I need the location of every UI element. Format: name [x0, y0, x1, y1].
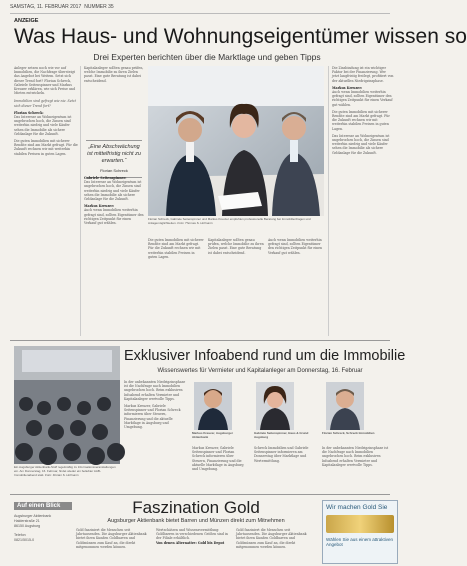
article2-intro-column [124, 380, 186, 490]
portrait-schreck-image [326, 382, 364, 430]
page-date: SAMSTAG, 11. FEBRUAR 2017 [10, 4, 82, 10]
article3-subheadline: Augsburger Aktienbank bietet Barren und Münzen direkt zum Mitnehmen [107, 518, 285, 524]
page-number: NUMMER 35 [84, 4, 114, 10]
info-box-line-5: 0821/5015-0 [14, 538, 35, 542]
info-box-line-1: Augsburger Aktienbank [14, 514, 52, 518]
article1-col6-text: Die Zinsbindung ist ein wichtiger Faktor bei der Finanzierung. Wer jetzt langfristig festlegt, profitiert von der aktuellen Niedrigzinsphase. [332, 66, 394, 83]
infoabend-photo-image [14, 346, 120, 464]
experts-photo-image [148, 66, 324, 216]
speaker-name-3: Markus Kreuzer: [84, 204, 115, 209]
portrait-seitenspinner-image [256, 382, 294, 430]
portrait-caption-1: Markus Kreuzer, Augsburger Aktienbank [192, 431, 233, 439]
portrait-caption-3: Florian Schreck, Schreck Immobilien [322, 431, 375, 435]
article2-intro: In der unbekannten Niedrigzinsphase ist die Nachfrage nach Immobilien ungebrochen hoch. Beim exklusiven Infoabend erhalten Vermieter und Kapitalanleger wertvolle Tipps. [124, 380, 186, 401]
article1-column-6 [332, 66, 394, 336]
infoabend-photo-caption [14, 466, 120, 477]
article1-col6-more-2: Das Interesse an Wohneigentum ist ungebrochen hoch, die Zinsen sind weiterhin niedrig und viele Käufer sehen die Immobilie als sichere Geldanlage für die Zukunft. [332, 133, 390, 155]
pull-quote-text: „Eine Abschwächung ist mittelfristig nicht zu erwarten.“ [87, 144, 141, 164]
portrait-kreuzer [194, 382, 232, 430]
speaker-name-4: Markus Kreuzer: [332, 85, 363, 90]
article3-body-3: Gold fasziniert die Menschen seit Jahrtausenden. Die Augsburger Aktienbank bietet ihren Kunden Goldbarren und Goldmünzen zum Kauf an, die direkt mitgenommen werden können. [236, 528, 307, 549]
experts-photo [148, 66, 324, 216]
section-rule-1 [10, 340, 390, 341]
article1-subheadline: Drei Experten berichten über die Marktlage und geben Tipps [93, 52, 321, 62]
speaker-name: Florian Schreck: [14, 110, 44, 115]
info-box [14, 514, 72, 543]
infoabend-photo-credit: Foto: Florian S. Hofmann [45, 472, 79, 477]
info-box-line-3: 86150 Augsburg [14, 524, 41, 528]
article1-column-2-bottom [84, 176, 144, 336]
article1-headline: Was Haus- und Wohnungseigentümer wissen so [14, 25, 467, 48]
article1-answer-1: Das Interesse an Wohneigentum ist ungebrochen hoch, die Zinsen sind weiterhin niedrig und viele Käufer sehen die Immobilie als sichere Geldanlage für die Zukunft. [14, 115, 72, 136]
article1-column-2-top [84, 66, 144, 136]
article3-column-3 [236, 528, 314, 564]
anzeige-tag: ANZEIGE [14, 18, 39, 24]
article1-column-5 [268, 238, 326, 338]
header-rule [10, 13, 390, 14]
article3-headline: Faszination Gold [132, 498, 260, 517]
portrait-caption-2: Gabriele Seitenspinner, Haus & Grund Augsburg [254, 431, 309, 439]
article1-intro: Anleger setzen noch wie vor auf Immobilien, die Nachfrage übersteigt das Angebot bei Weitem. Setzt sich dieser Trend fort? Florian Schreck, Gabriele Seitenspinner und Markus Kreuzer erklären, wie sich Preise und Mieten entwickeln. [14, 66, 76, 96]
pull-quote [86, 140, 142, 178]
article1-text-extra: Die guten Immobilien mit sicherer Rendite sind am Markt gefragt. Für die Zukunft rechnen wir mit weiterhin stabilen Preisen in guten Lagen. [14, 139, 78, 156]
article1-col2-text: Kapitalanleger sollten genau prüfen, welche Immobilie zu ihren Zielen passt. Eine gute Beratung ist dabei entscheidend. [84, 66, 144, 83]
article3-column-1 [76, 528, 152, 564]
portrait-kreuzer-image [194, 382, 232, 430]
gold-bar-graphic [326, 515, 394, 533]
article2-headline: Exklusiver Infoabend rund um die Immobilie [124, 348, 406, 364]
article2-body-2: Markus Kreuzer, Gabriele Seitenspinner und Florian Schreck informieren über Steuern, Finanzierung und die aktuelle Marktlage in Augsburg und Umgebung. [192, 446, 244, 472]
article1-col5-text: Auch wenn Immobilien weiterhin gefragt sind, sollten Eigentümer den richtigen Zeitpunkt für einen Verkauf gut wählen. [268, 238, 323, 255]
gold-ad-line: Wählen Sie aus einem attraktiven Angebot [326, 537, 394, 547]
article2-body-3: Schreck Immobilien und Gabriele Seitenspinner informieren am Donnerstag über Marktlage und Wertermittlung. [254, 446, 309, 463]
article1-col6-answer: Auch wenn Immobilien weiterhin gefragt sind, sollten Eigentümer den richtigen Zeitpunkt für einen Verkauf gut wählen. [332, 90, 393, 107]
infoabend-caption-text: Ein Augsburger Aktienbank-Stoff regelmäßig zu Informationsveranstaltungen ein. Am Donnerstag, 16. Februar, findet wieder ein beliebter AAB-Immobilienabend statt. [14, 465, 116, 477]
article1-col6-more: Die guten Immobilien mit sicherer Rendite sind am Markt gefragt. Für die Zukunft rechnen wir mit weiterhin stabilen Preisen in guten Lagen. [332, 109, 390, 131]
article2-column-2 [192, 446, 248, 490]
info-box-line-4: Telefon [14, 533, 26, 537]
column-divider [80, 66, 81, 336]
article1-col2-answer: Das Interesse an Wohneigentum ist ungebrochen hoch, die Zinsen sind weiterhin niedrig und viele Käufer sehen die Immobilie als sichere Geldanlage für die Zukunft. [84, 180, 142, 202]
article3-column-2 [156, 528, 232, 564]
article1-column-1 [14, 66, 78, 334]
gold-ad-box [322, 500, 398, 564]
article2-column-4 [322, 446, 392, 490]
info-box-line-2: Halderstraße 21 [14, 519, 40, 523]
article2-body-1: Markus Kreuzer, Gabriele Seitenspinner und Florian Schreck informieren über Steuern, Finanzierung und die aktuelle Marktlage in Augsburg und Umgebung. [124, 404, 181, 430]
article1-question-1: Immobilien sind gefragt wie nie. Setzt sich dieser Trend fort? [14, 99, 76, 108]
photo-caption-text: Florian Schreck, Gabriele Seitenspinner und Markus Kreuzer empfehlen professionelle Beratung bei Immobilienfragen und Anlagemöglichkeiten. [148, 217, 311, 225]
infoabend-photo [14, 346, 120, 464]
article2-column-3 [254, 446, 318, 490]
photo-credit: Foto: Thomas S. Hofmann [177, 220, 213, 225]
portrait-schreck [326, 382, 364, 430]
gold-ad-title: Wir machen Gold Sie [326, 504, 388, 511]
info-box-title: Auf einen Blick [14, 502, 72, 510]
article1-col4-text: Kapitalanleger sollten genau prüfen, welche Immobilie zu ihren Zielen passt. Eine gute Beratung ist dabei entscheidend. [208, 238, 264, 255]
article3-body: Gold fasziniert die Menschen seit Jahrtausenden. Die Augsburger Aktienbank bietet ihren Kunden Goldbarren und Goldmünzen zum Kauf an, die direkt mitgenommen werden können. [76, 528, 147, 549]
article1-col3-text: Die guten Immobilien mit sicherer Rendite sind am Markt gefragt. Für die Zukunft rechnen wir mit weiterhin stabilen Preisen in guten Lagen. [148, 238, 204, 259]
article1-column-4 [208, 238, 264, 338]
article3-kicker: Von denen Alternative: Gold bis Depot [156, 540, 225, 545]
speaker-name-2: Gabriele Seitenspinner: [84, 176, 127, 180]
article1-column-3 [148, 238, 204, 338]
experts-photo-caption [148, 218, 324, 226]
column-divider-right [328, 66, 329, 336]
article2-body-4: In der unbekannten Niedrigzinsphase ist die Nachfrage nach Immobilien ungebrochen hoch. Beim exklusiven Infoabend erhalten Vermieter und Kapitalanleger wertvolle Tipps. [322, 446, 389, 467]
pull-quote-author: Florian Schreck [100, 168, 128, 173]
article3-body-2: Wertschätzen und Wissensvermittlung: Goldbarren in verschiedenen Größen sind in der Filiale erhältlich. [156, 528, 228, 541]
article2-subheadline: Wissenswertes für Vermieter und Kapitalanleger am Donnerstag, 16. Februar [157, 368, 363, 374]
article1-col2-answer-2: Auch wenn Immobilien weiterhin gefragt sind, sollten Eigentümer den richtigen Zeitpunkt für einen Verkauf gut wählen. [84, 208, 144, 226]
portrait-seitenspinner [256, 382, 294, 430]
section-rule-2 [10, 494, 390, 495]
